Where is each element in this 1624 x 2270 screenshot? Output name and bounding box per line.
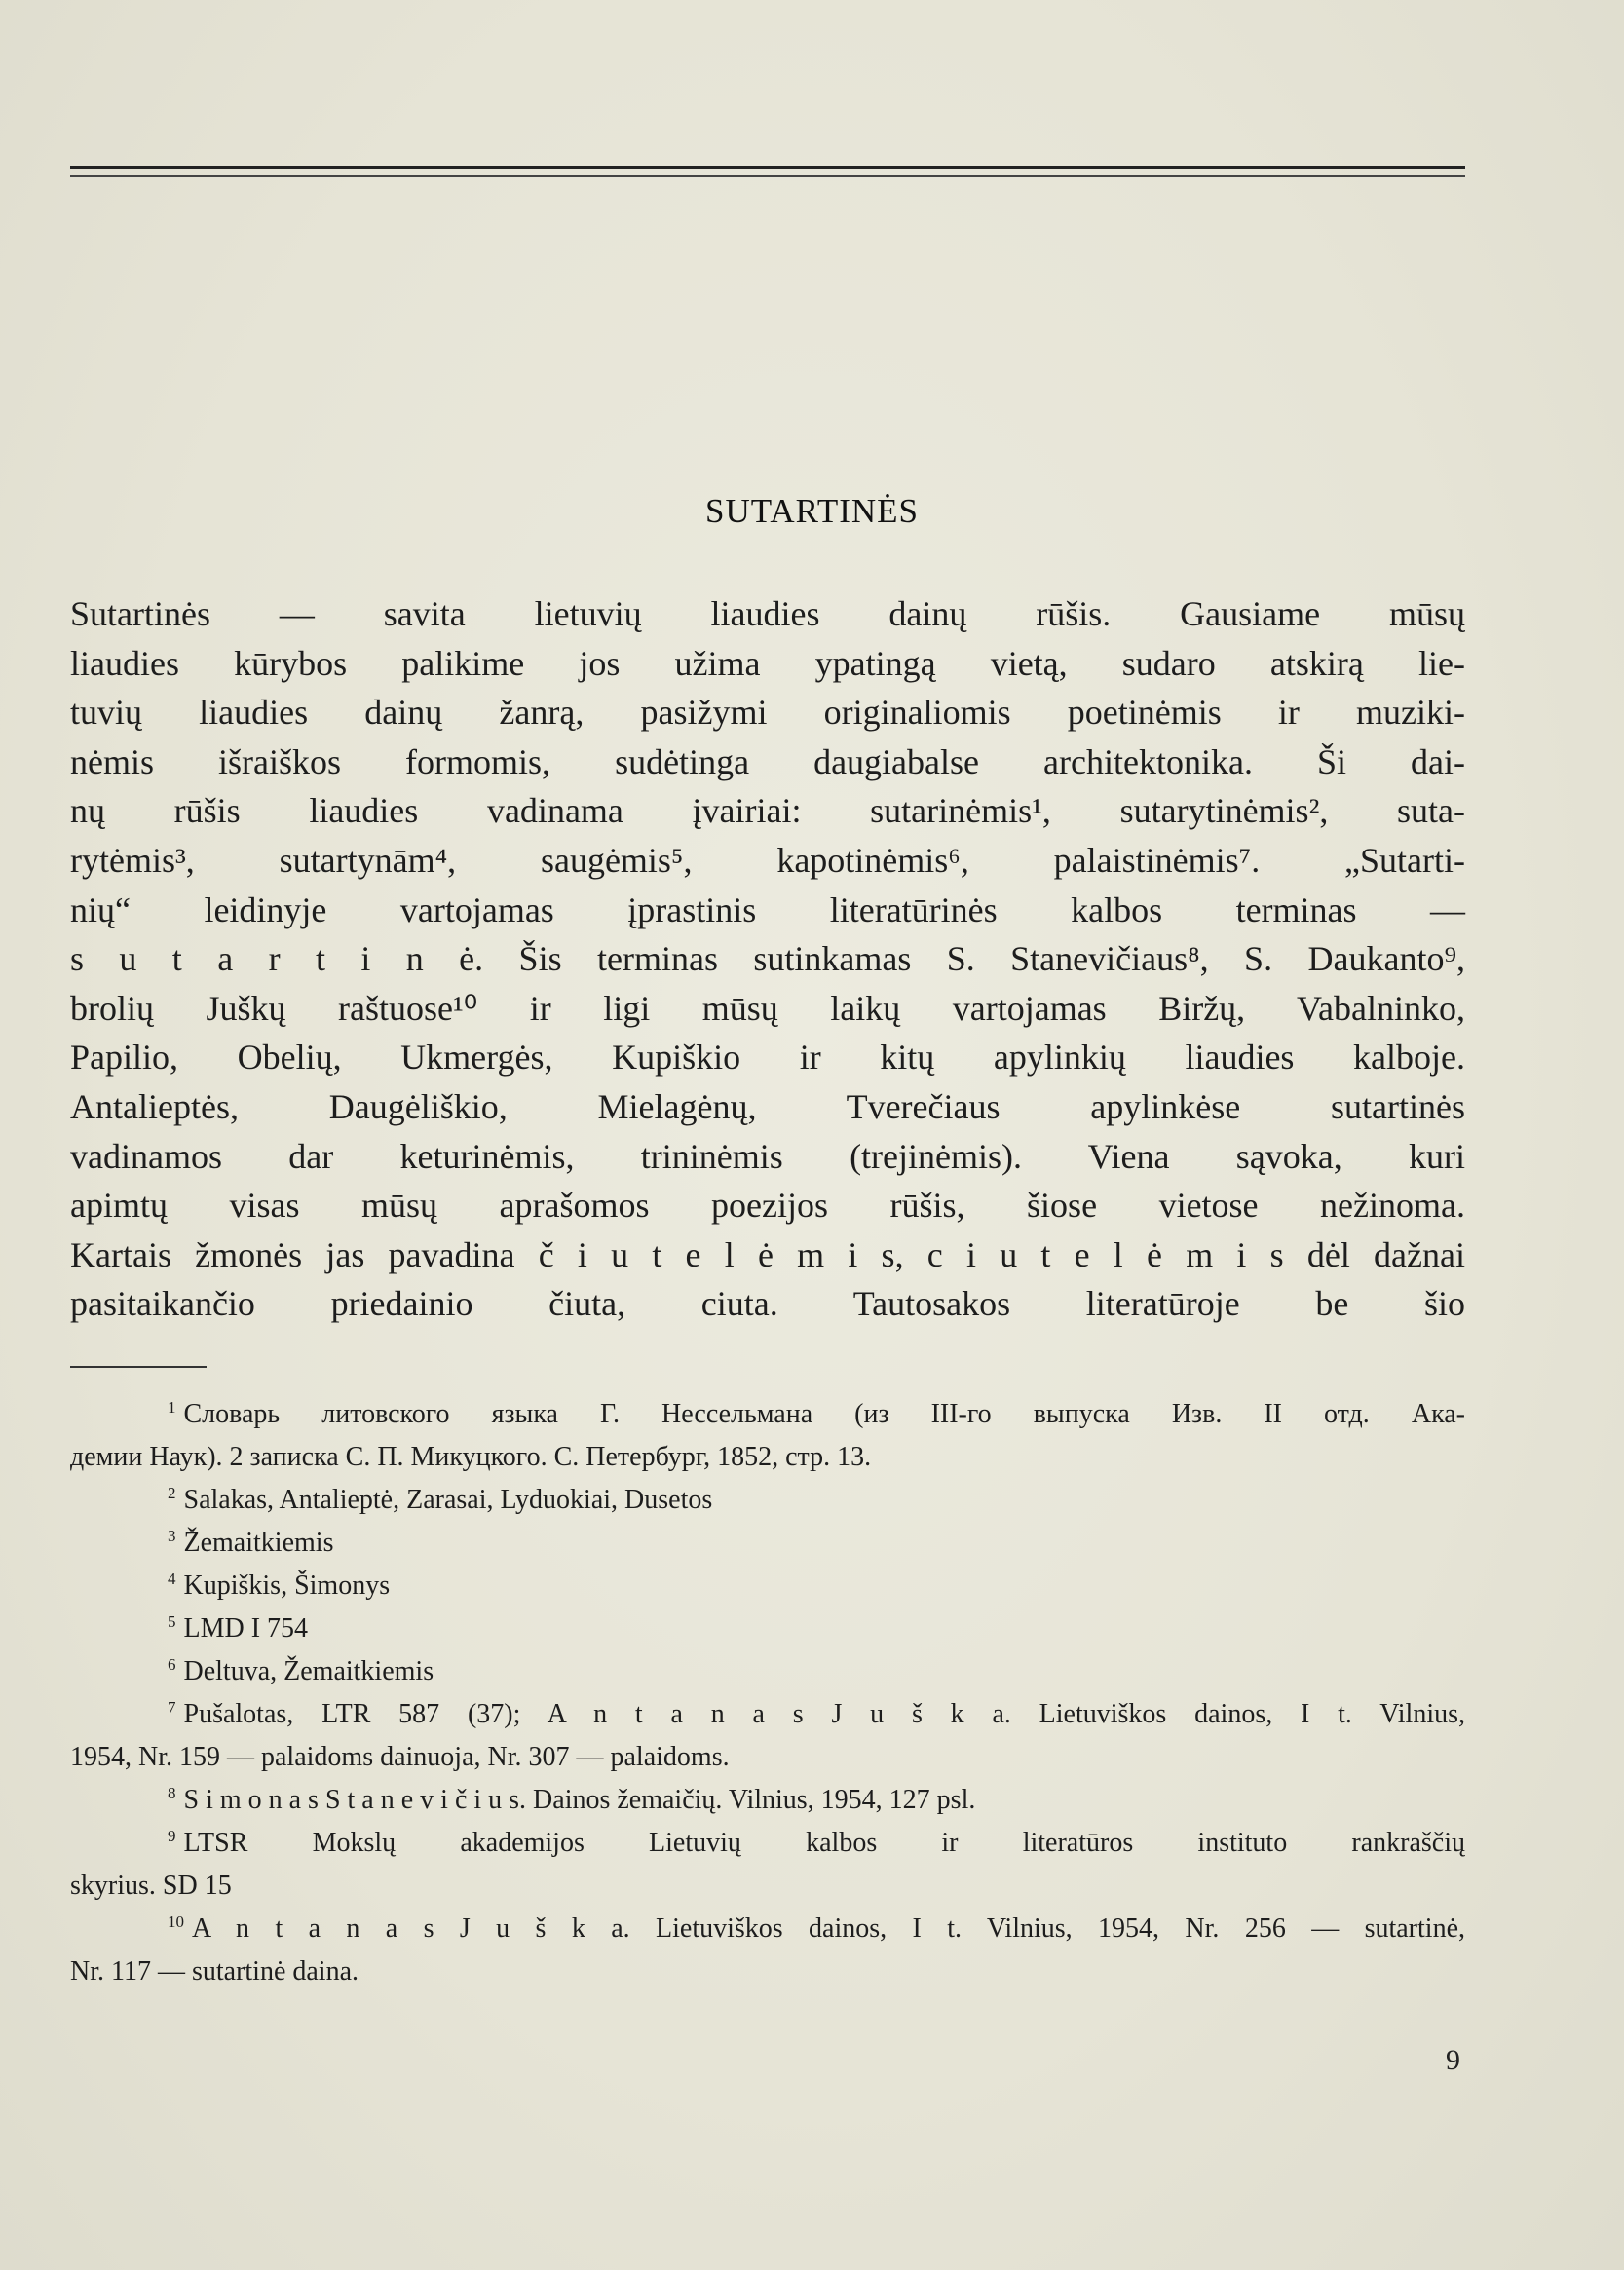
body-line: tuvių liaudies dainų žanrą, pasižymi originaliomis poetinėmis ir muziki- <box>70 693 1465 733</box>
body-line: Sutartinės — savita lietuvių liaudies dainų rūšis. Gausiame mūsų <box>70 594 1465 633</box>
body-paragraph <box>70 589 1465 1329</box>
footnote-mark: 4 <box>168 1569 176 1588</box>
footnote-mark: 9 <box>168 1826 176 1845</box>
footnote-line <box>70 1436 1465 1479</box>
footnote-line <box>70 1865 1465 1908</box>
footnote-line <box>70 1908 1465 1950</box>
footnote-mark: 7 <box>168 1697 176 1717</box>
footnote-line <box>70 1736 1465 1779</box>
body-line: s u t a r t i n ė. Šis terminas sutinkamas S. Stanevičiaus⁸, S. Daukanto⁹, <box>70 939 1465 979</box>
footnote-line <box>70 1650 1465 1693</box>
footnote-text: Nr. 117 — sutartinė daina. <box>70 1956 359 1986</box>
footnote-text: LMD I 754 <box>183 1613 309 1644</box>
footnote-line <box>70 1522 1465 1565</box>
body-line: brolių Juškų raštuose¹⁰ ir ligi mūsų laikų vartojamas Biržų, Vabalninko, <box>70 988 1465 1028</box>
footnote-line <box>70 1822 1465 1865</box>
footnote-line <box>70 1565 1465 1608</box>
body-line: Kartais žmonės jas pavadina č i u t e l ė m i s, c i u t e l ė m i s dėl dažnai <box>70 1234 1465 1274</box>
body-line: liaudies kūrybos palikime jos užima ypatingą vietą, sudaro atskirą lie- <box>70 643 1465 683</box>
footnotes <box>70 1393 1465 1993</box>
top-rule <box>70 166 1465 169</box>
footnote-mark: 1 <box>168 1397 176 1417</box>
footnote-mark: 2 <box>168 1483 176 1502</box>
footnote-line <box>70 1479 1465 1522</box>
footnote-text: Salakas, Antalieptė, Zarasai, Lyduokiai, Dusetos <box>183 1485 713 1515</box>
footnote-mark: 10 <box>168 1911 184 1931</box>
footnote-mark: 8 <box>168 1783 176 1802</box>
footnote-mark: 5 <box>168 1611 176 1631</box>
footnote-text: Kupiškis, Šimonys <box>183 1570 391 1601</box>
footnote-line <box>70 1950 1465 1993</box>
footnote-text: Deltuva, Žemaitkiemis <box>183 1656 434 1686</box>
footnote-line <box>70 1608 1465 1650</box>
body-line: nių“ leidinyje vartojamas įprastinis literatūrinės kalbos terminas — <box>70 889 1465 929</box>
body-line: nų rūšis liaudies vadinama įvairiai: sutarinėmis¹, sutarytinėmis², suta- <box>70 791 1465 831</box>
page-heading: SUTARTINĖS <box>705 492 919 530</box>
footnote-line <box>70 1393 1465 1436</box>
footnote-text: A n t a n a s J u š k a. Lietuviškos dainos, I t. Vilnius, 1954, Nr. 256 — sutartinė, <box>192 1913 1465 1944</box>
footnote-text: демии Наук). 2 записка С. П. Микуцкого. С. Петербург, 1852, стр. 13. <box>70 1442 872 1472</box>
body-line: apimtų visas mūsų aprašomos poezijos rūšis, šiose vietose nežinoma. <box>70 1186 1465 1226</box>
footnote-mark: 6 <box>168 1654 176 1674</box>
body-line: rytėmis³, sutartynām⁴, saugėmis⁵, kapotinėmis⁶, palaistinėmis⁷. „Sutarti- <box>70 840 1465 880</box>
footnote-text: Pušalotas, LTR 587 (37); A n t a n a s J u š k a. Lietuviškos dainos, I t. Vilnius, <box>183 1699 1465 1729</box>
footnote-text: Словарь литовского языка Г. Нессельмана (из III-го выпуска Изв. II отд. Ака- <box>183 1399 1465 1429</box>
footnote-line <box>70 1779 1465 1822</box>
body-line: Antalieptės, Daugėliškio, Mielagėnų, Tverečiaus apylinkėse sutartinės <box>70 1086 1465 1126</box>
footnote-text: Žemaitkiemis <box>183 1528 334 1558</box>
body-line: Papilio, Obelių, Ukmergės, Kupiškio ir kitų apylinkių liaudies kalboje. <box>70 1038 1465 1078</box>
body-line: pasitaikančio priedainio čiuta, ciuta. Tautosakos literatūroje be šio <box>70 1284 1465 1324</box>
footnote-line <box>70 1693 1465 1736</box>
top-rule-secondary <box>70 175 1465 177</box>
footnote-mark: 3 <box>168 1526 176 1545</box>
footnote-text: LTSR Mokslų akademijos Lietuvių kalbos ir literatūros instituto rankraščių <box>183 1828 1465 1858</box>
footnote-separator <box>70 1366 207 1368</box>
footnote-text: 1954, Nr. 159 — palaidoms dainuoja, Nr. 307 — palaidoms. <box>70 1742 730 1772</box>
body-line: vadinamos dar keturinėmis, trininėmis (trejinėmis). Viena sąvoka, kuri <box>70 1136 1465 1176</box>
page-number: 9 <box>1446 2044 1460 2076</box>
body-line: nėmis išraiškos formomis, sudėtinga daugiabalse architektonika. Ši dai- <box>70 741 1465 781</box>
footnote-text: S i m o n a s S t a n e v i č i u s. Dainos žemaičių. Vilnius, 1954, 127 psl. <box>183 1785 976 1815</box>
footnote-text: skyrius. SD 15 <box>70 1871 232 1901</box>
